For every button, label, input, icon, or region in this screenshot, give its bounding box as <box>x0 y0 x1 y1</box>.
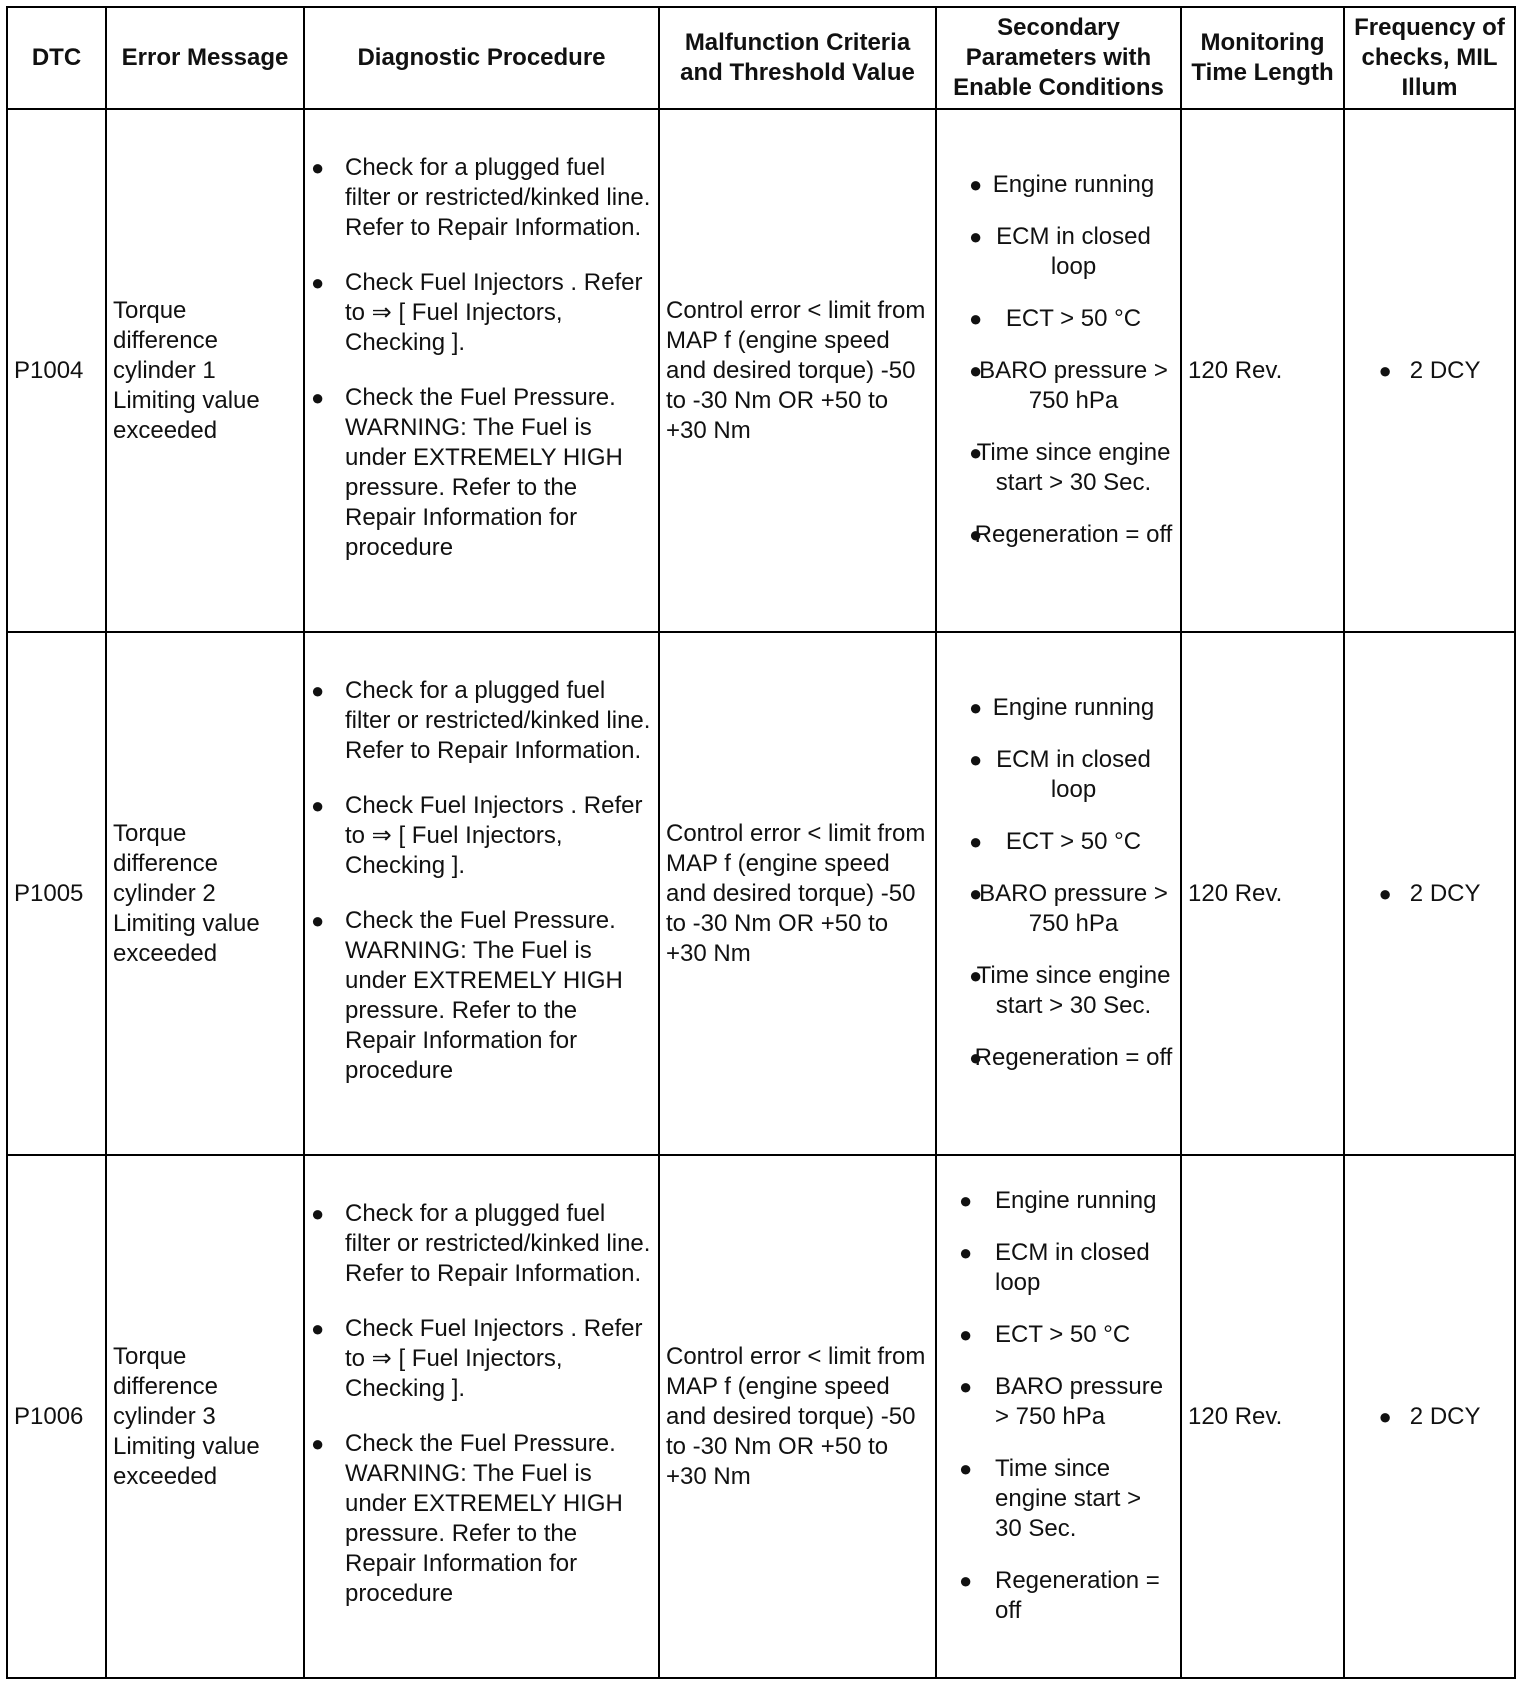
parameter-item: ● Time since engine start > 30 Sec. <box>943 961 1174 1021</box>
procedure-list <box>311 1199 652 1609</box>
dtc-code: P1005 <box>7 632 106 1155</box>
parameter-item: ● Regeneration = off <box>943 520 1174 550</box>
procedure-step: ● Check Fuel Injectors . Refer to ⇒ [ Fuel Injectors, Checking ]. <box>311 268 652 358</box>
parameter-list <box>943 170 1174 550</box>
parameter-item: ● ECM in closed loop <box>943 1238 1174 1298</box>
diagnostic-procedure <box>304 632 659 1155</box>
header-secondary-parameters: Secondary Parameters with Enable Conditions <box>936 7 1181 109</box>
parameter-list <box>943 693 1174 1073</box>
frequency-value: 2 DCY <box>1409 879 1481 907</box>
table-row <box>7 632 1515 1155</box>
procedure-step: ● Check for a plugged fuel filter or restricted/kinked line. Refer to Repair Information. <box>311 1199 652 1289</box>
frequency-cell <box>1344 632 1515 1155</box>
frequency-cell <box>1344 109 1515 632</box>
header-error-message: Error Message <box>106 7 304 109</box>
table-row <box>7 1155 1515 1678</box>
procedure-step: ● Check the Fuel Pressure. WARNING: The Fuel is under EXTREMELY HIGH pressure. Refer to the Repair Information for procedure <box>311 906 652 1086</box>
dtc-table <box>6 6 1516 1679</box>
header-malfunction-criteria: Malfunction Criteria and Threshold Value <box>659 7 936 109</box>
dtc-document <box>6 6 1514 1676</box>
procedure-step: ● Check for a plugged fuel filter or restricted/kinked line. Refer to Repair Information. <box>311 676 652 766</box>
frequency-value: 2 DCY <box>1409 1402 1481 1430</box>
parameter-item: ● Engine running <box>943 170 1174 200</box>
header-frequency: Frequency of checks, MIL Illum <box>1344 7 1515 109</box>
parameter-item: ● Engine running <box>943 693 1174 723</box>
malfunction-criteria: Control error < limit from MAP f (engine speed and desired torque) -50 to -30 Nm OR +50 to +30 Nm <box>659 632 936 1155</box>
procedure-step: ● Check for a plugged fuel filter or restricted/kinked line. Refer to Repair Information. <box>311 153 652 243</box>
diagnostic-procedure <box>304 1155 659 1678</box>
malfunction-criteria: Control error < limit from MAP f (engine speed and desired torque) -50 to -30 Nm OR +50 to +30 Nm <box>659 109 936 632</box>
procedure-step: ● Check Fuel Injectors . Refer to ⇒ [ Fuel Injectors, Checking ]. <box>311 791 652 881</box>
parameter-item: ● Regeneration = off <box>943 1043 1174 1073</box>
parameter-item: ● Regeneration = off <box>943 1566 1174 1626</box>
diagnostic-procedure <box>304 109 659 632</box>
secondary-parameters <box>936 632 1181 1155</box>
parameter-item: ● ECT > 50 °C <box>943 1320 1174 1350</box>
parameter-item: ● Time since engine start > 30 Sec. <box>943 438 1174 498</box>
procedure-step: ● Check the Fuel Pressure. WARNING: The Fuel is under EXTREMELY HIGH pressure. Refer to the Repair Information for procedure <box>311 1429 652 1609</box>
procedure-step: ● Check the Fuel Pressure. WARNING: The Fuel is under EXTREMELY HIGH pressure. Refer to the Repair Information for procedure <box>311 383 652 563</box>
monitoring-time: 120 Rev. <box>1181 109 1344 632</box>
parameter-item: ● BARO pressure > 750 hPa <box>943 356 1174 416</box>
monitoring-time: 120 Rev. <box>1181 632 1344 1155</box>
parameter-list <box>943 1186 1174 1626</box>
frequency-item <box>1379 356 1481 386</box>
parameter-item: ● BARO pressure > 750 hPa <box>943 1372 1174 1432</box>
secondary-parameters <box>936 109 1181 632</box>
header-dtc: DTC <box>7 7 106 109</box>
malfunction-criteria: Control error < limit from MAP f (engine speed and desired torque) -50 to -30 Nm OR +50 to +30 Nm <box>659 1155 936 1678</box>
bullet-icon: ● <box>1378 1403 1392 1429</box>
frequency-item <box>1379 879 1481 909</box>
header-row <box>7 7 1515 109</box>
secondary-parameters <box>936 1155 1181 1678</box>
monitoring-time: 120 Rev. <box>1181 1155 1344 1678</box>
parameter-item: ● BARO pressure > 750 hPa <box>943 879 1174 939</box>
dtc-code: P1006 <box>7 1155 106 1678</box>
header-monitoring-time: Monitoring Time Length <box>1181 7 1344 109</box>
parameter-item: ● ECM in closed loop <box>943 222 1174 282</box>
error-message: Torque difference cylinder 2 Limiting value exceeded <box>106 632 304 1155</box>
frequency-cell <box>1344 1155 1515 1678</box>
frequency-value: 2 DCY <box>1409 356 1481 384</box>
bullet-icon: ● <box>1378 357 1392 383</box>
parameter-item: ● Engine running <box>943 1186 1174 1216</box>
frequency-item <box>1379 1402 1481 1432</box>
dtc-code: P1004 <box>7 109 106 632</box>
bullet-icon: ● <box>1378 880 1392 906</box>
error-message: Torque difference cylinder 3 Limiting value exceeded <box>106 1155 304 1678</box>
error-message: Torque difference cylinder 1 Limiting value exceeded <box>106 109 304 632</box>
procedure-list <box>311 676 652 1086</box>
parameter-item: ● ECT > 50 °C <box>943 304 1174 334</box>
header-diagnostic-procedure: Diagnostic Procedure <box>304 7 659 109</box>
parameter-item: ● ECM in closed loop <box>943 745 1174 805</box>
table-row <box>7 109 1515 632</box>
procedure-step: ● Check Fuel Injectors . Refer to ⇒ [ Fuel Injectors, Checking ]. <box>311 1314 652 1404</box>
parameter-item: ● ECT > 50 °C <box>943 827 1174 857</box>
parameter-item: ● Time since engine start > 30 Sec. <box>943 1454 1174 1544</box>
procedure-list <box>311 153 652 563</box>
